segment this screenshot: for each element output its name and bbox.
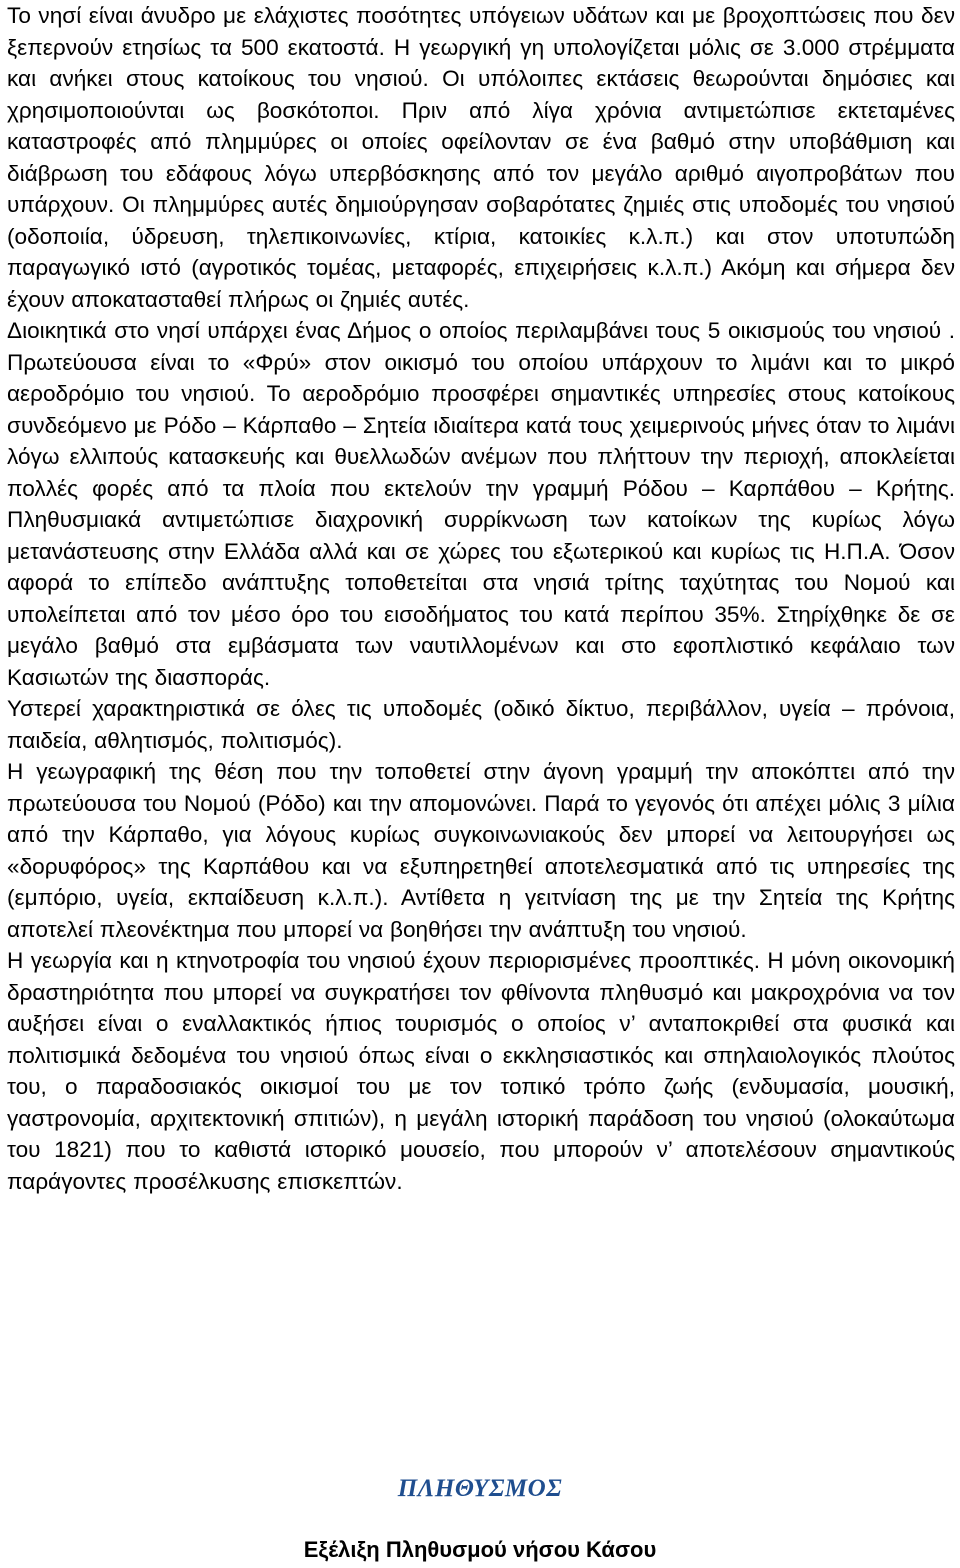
section-heading: ΠΛΗΘΥΣΜΟΣ: [397, 1475, 563, 1502]
document-body: [7, 0, 955, 1197]
paragraph-economy: Η γεωργία και η κτηνοτροφία του νησιού έχουν περιορισμένες προοπτικές. Η μόνη οικονομική δραστηριότητα που μπορεί να συγκρατήσει τον φθίνοντα πληθυσμό και μακροχρόνια να τον αυξήσει είναι ο εναλλακτικός ήπιος τουρισμός ο οποίος ν’ ανταποκριθεί στα φυσικά και πολιτισμικά δεδομένα του νησιού όπως είναι ο εκκλησιαστικός και σπηλαιολογικός πλούτος του, ο παραδοσιακός οικισμοί του με τον τοπικό τρόπο ζωής (ενδυμασία, μουσική, γαστρονομία, αρχιτεκτονική σπιτιών), η μεγάλη ιστορική παράδοση του νησιού (ολοκαύτωμα του 1821) που το καθιστά ιστορικό μουσείο, που μπορούν ν’ αποτελέσουν σημαντικούς παράγοντες προσέλκυσης επισκεπτών.: [7, 948, 955, 1194]
paragraph-location: Η γεωγραφική της θέση που την τοποθετεί στην άγονη γραμμή την αποκόπτει από την πρωτεύουσα του Νομού (Ρόδο) και την απομονώνει. Παρά το γεγονός ότι απέχει μόλις 3 μίλια από την Κάρπαθο, για λόγους κυρίως συγκοινωνιακούς δεν μπορεί να λειτουργήσει ως «δορυφόρος» της Καρπάθου και να εξυπηρετηθεί αποτελεσματικά από τις υπηρεσίες της (εμπόριο, υγεία, εκπαίδευση κ.λ.π.). Αντίθετα η γειτνίαση της με την Σητεία της Κρήτης αποτελεί πλεονέκτημα που μπορεί να βοηθήσει την ανάπτυξη του νησιού.: [7, 759, 955, 942]
paragraph-infrastructure: Υστερεί χαρακτηριστικά σε όλες τις υποδομές (οδικό δίκτυο, περιβάλλον, υγεία – πρόνοια, παιδεία, αθλητισμός, πολιτισμός).: [7, 696, 955, 753]
paragraph-geography: Το νησί είναι άνυδρο με ελάχιστες ποσότητες υπόγειων υδάτων και με βροχοπτώσεις που δεν ξεπερνούν ετησίως τα 500 εκατοστά. Η γεωργική γη υπολογίζεται μόλις σε 3.000 στρέμματα και ανήκει στους κατοίκους του νησιού. Οι υπόλοιπες εκτάσεις θεωρούνται δημόσιες και χρησιμοποιούνται ως βοσκότοποι. Πριν από λίγα χρόνια αντιμετώπισε εκτεταμένες καταστροφές από πλημμύρες οι οποίες οφείλονταν σε ένα βαθμό στην υποβάθμιση και διάβρωση του εδάφους λόγω υπερβόσκησης από τον μεγάλο αριθμό αιγοπροβάτων που υπάρχουν. Οι πλημμύρες αυτές δημιούργησαν σοβαρότατες ζημιές στις υποδομές του νησιού (οδοποιία, ύδρευση, τηλεπικοινωνίες, κτίρια, κατοικίες κ.λ.π.) και στον υποτυπώδη παραγωγικό ιστό (αγροτικός τομέας, μεταφορές, επιχειρήσεις κ.λ.π.) Ακόμη και σήμερα δεν έχουν αποκατασταθεί πλήρως οι ζημιές αυτές.: [7, 3, 955, 312]
population-subheading: Εξέλιξη Πληθυσμού νήσου Κάσου: [303, 1537, 657, 1562]
paragraph-administration: Διοικητικά στο νησί υπάρχει ένας Δήμος ο οποίος περιλαμβάνει τους 5 οικισμούς του νησιού . Πρωτεύουσα είναι το «Φρύ» στον οικισμό του οποίου υπάρχουν το λιμάνι και το μικρό αεροδρόμιο του νησιού. Το αεροδρόμιο προσφέρει σημαντικές υπηρεσίες στους κατοίκους συνδεόμενο με Ρόδο – Κάρπαθο – Σητεία ιδιαίτερα κατά τους χειμερινούς μήνες όταν το λιμάνι λόγω ελλιπούς κατασκευής και θυελλωδών ανέμων που πλήττουν την περιοχή, αποκλείεται πολλές φορές από τα πλοία που εκτελούν την γραμμή Ρόδου – Καρπάθου – Κρήτης. Πληθυσμιακά αντιμετώπισε διαχρονική συρρίκνωση των κατοίκων της κυρίως λόγω μετανάστευσης στην Ελλάδα αλλά και σε χώρες του εξωτερικού και κυρίως τις Η.Π.Α. Όσον αφορά το επίπεδο ανάπτυξης τοποθετείται στα νησιά τρίτης ταχύτητας του Νομού και υπολείπεται από τον μέσο όρο του εισοδήματος του κατά περίπου 35%. Στηρίχθηκε δε σε μεγάλο βαθμό στα εμβάσματα των ναυτιλλομένων και στο εφοπλιστικό κεφάλαιο των Κασιωτών της διασποράς.: [7, 318, 955, 690]
